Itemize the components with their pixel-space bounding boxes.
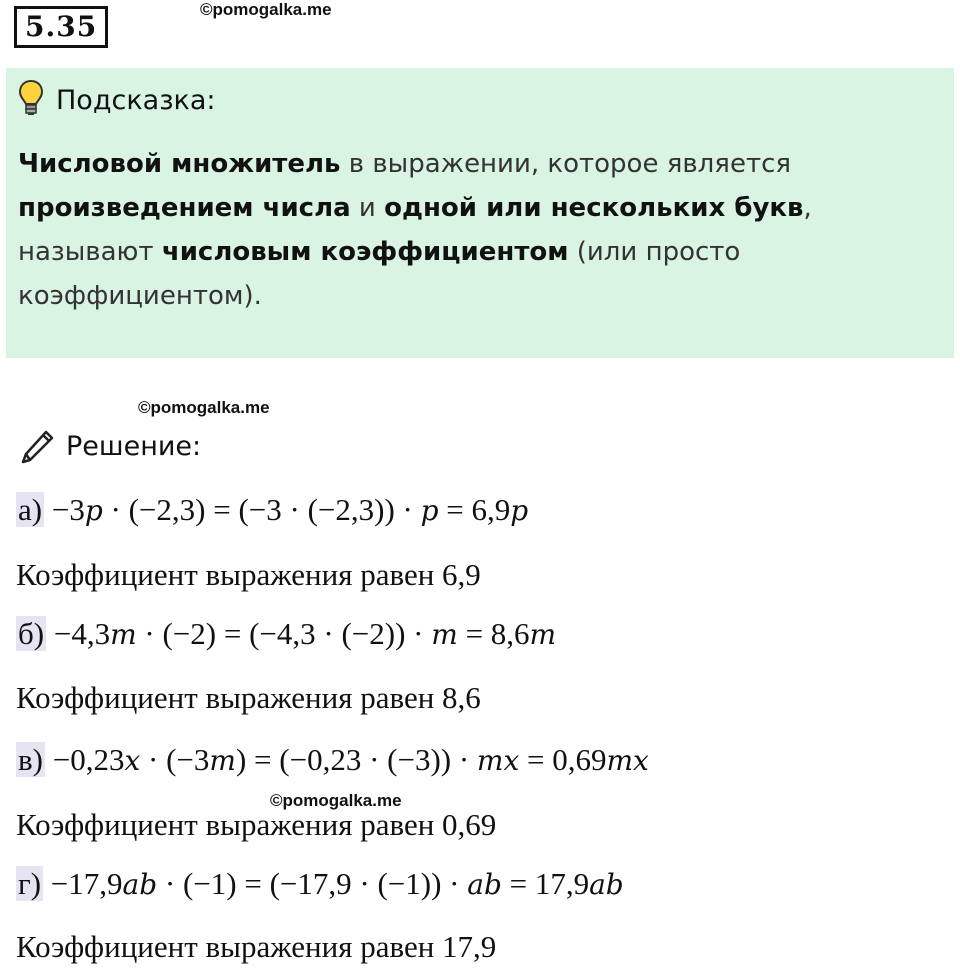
equation-c-var: x bbox=[124, 744, 141, 777]
hint-text-8: (или просто коэффициентом). bbox=[18, 237, 741, 311]
result-b: Коэффициент выражения равен 8,6 bbox=[16, 680, 481, 715]
equation-b-part: −4,3 bbox=[46, 616, 111, 651]
hint-heading bbox=[18, 78, 216, 122]
equation-c-part: · (−3 bbox=[140, 742, 210, 777]
marker-b: б) bbox=[18, 616, 45, 651]
hint-term-2: произведением числа bbox=[18, 193, 351, 223]
equation-a-var: p bbox=[510, 494, 529, 527]
equation-c-part: −0,23 bbox=[44, 742, 125, 777]
equation-d-var: ab bbox=[122, 868, 158, 901]
hint-text-6: , называют bbox=[18, 193, 812, 267]
hint-text-4: и bbox=[350, 193, 385, 223]
equation-b bbox=[16, 616, 556, 652]
equation-c-var: mx bbox=[476, 744, 520, 777]
hint-text bbox=[18, 142, 938, 318]
watermark-bottom: ©pomogalka.me bbox=[270, 791, 402, 810]
result-a: Коэффициент выражения равен 6,9 bbox=[16, 557, 481, 592]
pencil-icon bbox=[18, 424, 58, 469]
equation-d bbox=[16, 866, 624, 902]
equation-c-part: ) = (−0,23 · (−3)) · bbox=[235, 742, 477, 777]
equation-c-var: mx bbox=[606, 744, 649, 777]
equation-d-part: · (−1) = (−17,9 · (−1)) · bbox=[157, 866, 468, 901]
result-c: Коэффициент выражения равен 0,69 bbox=[16, 807, 497, 842]
equation-d-part: = 17,9 bbox=[501, 866, 590, 901]
equation-c-var: m bbox=[209, 744, 236, 777]
hint-heading-label: Подсказка: bbox=[56, 84, 216, 116]
equation-a-var: p bbox=[420, 494, 439, 527]
equation-d-var: ab bbox=[467, 868, 502, 901]
result-d: Коэффициент выражения равен 17,9 bbox=[16, 929, 497, 964]
marker-a: а) bbox=[18, 492, 43, 527]
equation-b-part: = 8,6 bbox=[457, 616, 530, 651]
equation-b-var: m bbox=[431, 618, 458, 651]
equation-b-part: · (−2) = (−4,3 · (−2)) · bbox=[136, 616, 432, 651]
watermark-top: ©pomogalka.me bbox=[200, 0, 332, 19]
equation-c bbox=[16, 742, 649, 778]
equation-a bbox=[16, 492, 528, 528]
equation-b-var: m bbox=[529, 618, 557, 651]
watermark-middle: ©pomogalka.me bbox=[138, 398, 270, 417]
hint-term-3: одной или нескольких букв bbox=[384, 193, 804, 223]
hint-term-4: числовым коэффициентом bbox=[161, 237, 569, 267]
equation-a-part: −3 bbox=[44, 492, 85, 527]
equation-a-var: p bbox=[84, 494, 103, 527]
equation-a-part: · (−2,3) = (−3 · (−2,3)) · bbox=[102, 492, 421, 527]
hint-term-1: Числовой множитель bbox=[18, 149, 341, 179]
marker-c: в) bbox=[18, 742, 43, 777]
solution-heading bbox=[18, 424, 201, 468]
equation-d-part: −17,9 bbox=[43, 866, 123, 901]
equation-a-part: = 6,9 bbox=[438, 492, 511, 527]
solution-heading-label: Решение: bbox=[66, 430, 202, 462]
lightbulb-icon bbox=[18, 79, 44, 122]
hint-text-2: в выражении, которое является bbox=[340, 149, 792, 179]
marker-d: г) bbox=[18, 866, 42, 901]
equation-c-part: = 0,69 bbox=[519, 742, 607, 777]
equation-b-var: m bbox=[110, 618, 137, 651]
equation-d-var: ab bbox=[589, 868, 624, 901]
problem-number: 5.35 bbox=[14, 6, 108, 48]
